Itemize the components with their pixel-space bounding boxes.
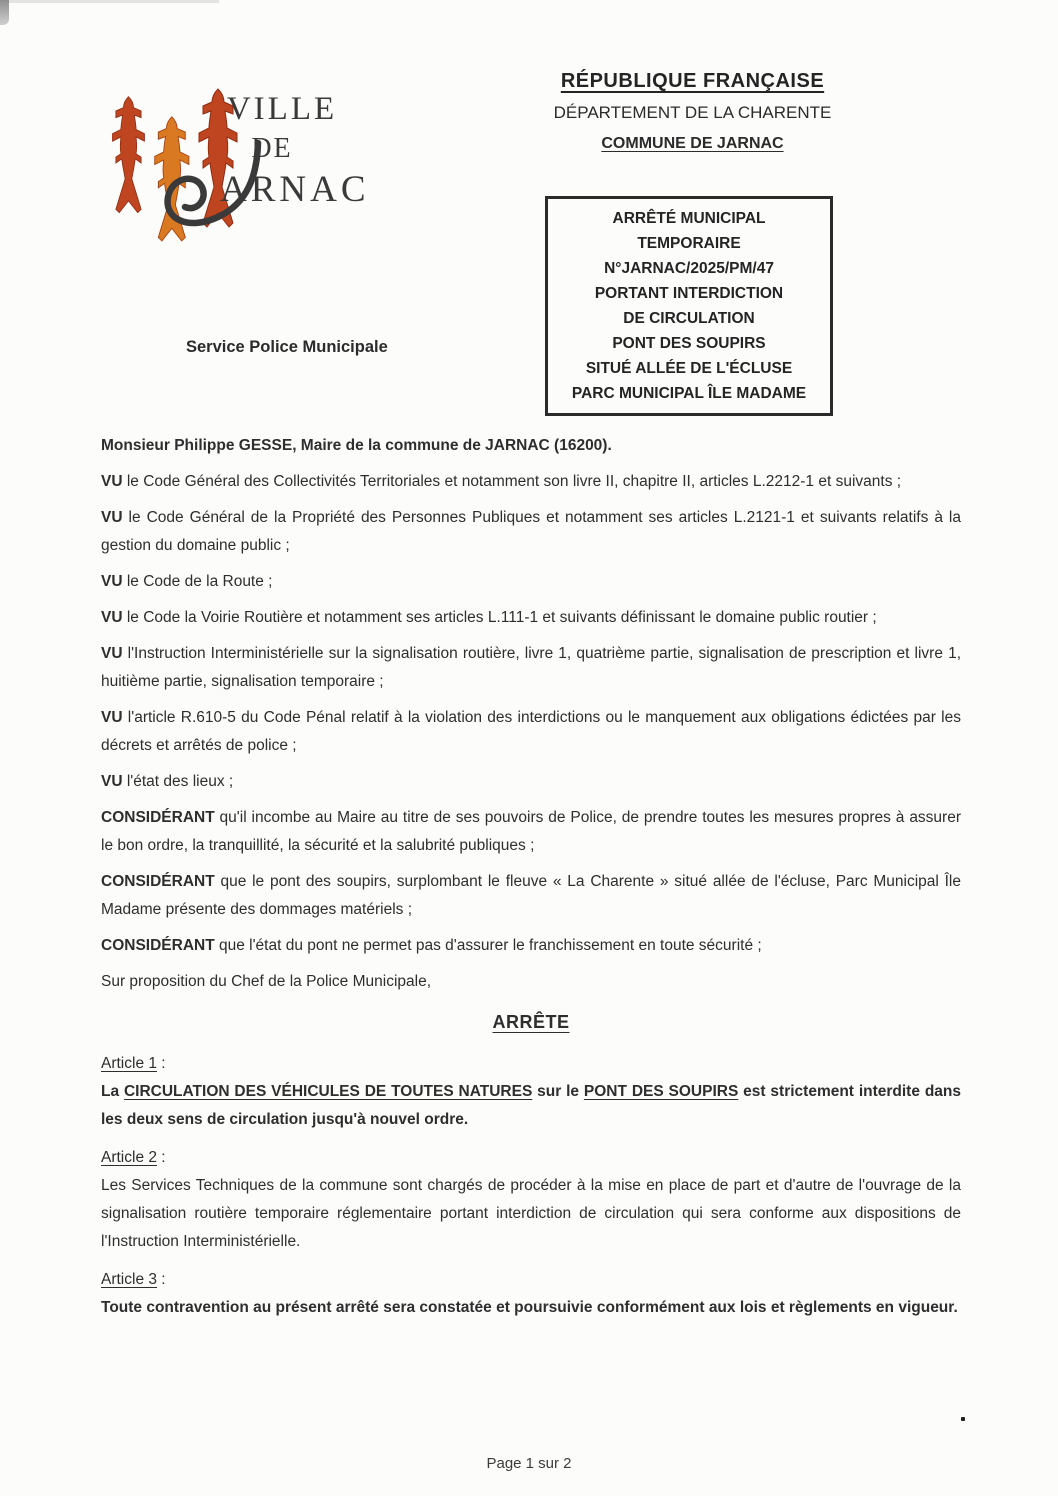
legal-paragraph: VU le Code Général de la Propriété des Personnes Publiques et notamment ses articles L.2121-1 et suivants relatifs à la gestion du domaine public ; — [101, 509, 961, 554]
legal-paragraph: VU le Code Général des Collectivités Territoriales et notamment son livre II, chapitre II, articles L.2212-1 et suivants ; — [101, 473, 902, 490]
arrete-heading: ARRÊTE — [492, 1012, 570, 1032]
legal-paragraph: VU le Code la Voirie Routière et notamment ses articles L.111-1 et suivants définissant le domaine public routier ; — [101, 609, 877, 626]
article-section — [101, 1266, 961, 1322]
document-body — [101, 432, 961, 1332]
logo-text-de: DE — [251, 133, 293, 164]
legal-paragraphs — [101, 432, 961, 996]
government-header — [520, 70, 865, 153]
article-text: Toute contravention au présent arrêté sera constatée et poursuivie conformément aux lois et règlements en vigueur. — [101, 1299, 958, 1316]
decree-title-line: SITUÉ ALLÉE DE L'ÉCLUSE — [585, 360, 793, 377]
scan-top-smudge — [9, 0, 219, 3]
articles — [101, 1050, 961, 1322]
legal-paragraph: VU l'article R.610-5 du Code Pénal relatif à la violation des interdictions ou le manquement aux obligations édictées par les décrets et arrêtés de police ; — [101, 709, 961, 754]
decree-title-line: DE CIRCULATION — [623, 310, 755, 327]
service-label: Service Police Municipale — [186, 338, 388, 356]
ville-de-jarnac-logo — [100, 85, 380, 250]
legal-paragraph: Sur proposition du Chef de la Police Municipale, — [101, 973, 431, 990]
decree-title-line: N°JARNAC/2025/PM/47 — [604, 260, 774, 277]
commune-title: COMMUNE DE JARNAC — [601, 135, 784, 152]
republic-title: RÉPUBLIQUE FRANÇAISE — [560, 70, 825, 92]
legal-paragraph: CONSIDÉRANT que l'état du pont ne permet pas d'assurer le franchissement en toute sécurité ; — [101, 937, 762, 954]
legal-paragraph: VU l'Instruction Interministérielle sur la signalisation routière, livre 1, quatrième partie, signalisation de prescription et livre 1, huitième partie, signalisation temporaire ; — [101, 645, 961, 690]
article-text: Les Services Techniques de la commune sont chargés de procéder à la mise en place de part et d'autre de l'ouvrage de la signalisation routière temporaire réglementaire portant interdiction de circulation qui sera conforme aux dispositions de l'Instruction Interministérielle. — [101, 1177, 961, 1250]
decree-title-line: ARRÊTÉ MUNICIPAL — [612, 210, 766, 227]
legal-paragraph: CONSIDÉRANT que le pont des soupirs, surplombant le fleuve « La Charente » situé allée de l'écluse, Parc Municipal Île Madame présente des dommages matériels ; — [101, 873, 961, 918]
article-label: Article 1 : — [101, 1055, 166, 1072]
fish-icon-left — [113, 97, 145, 213]
decree-title-line: PARC MUNICIPAL ÎLE MADAME — [571, 385, 807, 402]
article-section — [101, 1050, 961, 1134]
decree-title-line: PONT DES SOUPIRS — [612, 335, 766, 352]
page-number: Page 1 sur 2 — [486, 1455, 572, 1472]
decree-title-line: TEMPORAIRE — [637, 235, 741, 252]
legal-paragraph: VU le Code de la Route ; — [101, 573, 273, 590]
legal-paragraph: Monsieur Philippe GESSE, Maire de la commune de JARNAC (16200). — [101, 437, 612, 454]
decree-title-box — [545, 196, 833, 416]
department-title: DÉPARTEMENT DE LA CHARENTE — [553, 103, 832, 122]
decree-title-line: PORTANT INTERDICTION — [594, 285, 784, 302]
logo-text-ville: VILLE — [226, 91, 338, 127]
logo-text-arnac: ARNAC — [220, 169, 370, 210]
legal-paragraph: CONSIDÉRANT qu'il incombe au Maire au titre de ses pouvoirs de Police, de prendre toutes les mesures propres à assurer le bon ordre, la tranquillité, la sécurité et la salubrité publiques ; — [101, 809, 961, 854]
scan-corner-mark — [0, 0, 9, 25]
scan-speck — [961, 1417, 965, 1421]
article-label: Article 3 : — [101, 1271, 166, 1288]
article-text: La CIRCULATION DES VÉHICULES DE TOUTES NATURES sur le PONT DES SOUPIRS est strictement interdite dans les deux sens de circulation jusqu'à nouvel ordre. — [101, 1083, 961, 1128]
article-section — [101, 1144, 961, 1256]
legal-paragraph: VU l'état des lieux ; — [101, 773, 234, 790]
article-label: Article 2 : — [101, 1149, 166, 1166]
